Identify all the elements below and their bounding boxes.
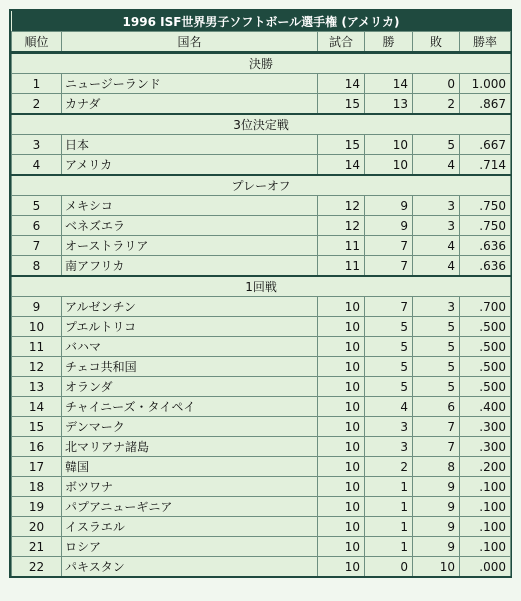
- wins-cell: 1: [365, 477, 413, 497]
- games-cell: 14: [318, 74, 365, 94]
- section-row: [12, 114, 511, 135]
- win-pct-cell: .300: [460, 437, 511, 457]
- wins-cell: 3: [365, 417, 413, 437]
- win-pct-cell: .000: [460, 557, 511, 577]
- country-cell: チャイニーズ・タイペイ: [62, 397, 318, 417]
- losses-cell: 4: [413, 256, 460, 277]
- rank-cell: 20: [12, 517, 62, 537]
- losses-cell: 10: [413, 557, 460, 577]
- win-pct-cell: .100: [460, 497, 511, 517]
- header-win-pct: 勝率: [460, 32, 511, 53]
- standings-table: [11, 11, 511, 576]
- games-cell: 10: [318, 377, 365, 397]
- win-pct-cell: .300: [460, 417, 511, 437]
- wins-cell: 4: [365, 397, 413, 417]
- rank-cell: 14: [12, 397, 62, 417]
- games-cell: 10: [318, 437, 365, 457]
- wins-cell: 7: [365, 256, 413, 277]
- losses-cell: 9: [413, 477, 460, 497]
- losses-cell: 5: [413, 337, 460, 357]
- country-cell: ニュージーランド: [62, 74, 318, 94]
- table-row: [12, 557, 511, 577]
- rank-cell: 8: [12, 256, 62, 277]
- rank-cell: 13: [12, 377, 62, 397]
- losses-cell: 4: [413, 155, 460, 176]
- table-row: [12, 256, 511, 277]
- wins-cell: 7: [365, 236, 413, 256]
- losses-cell: 5: [413, 377, 460, 397]
- wins-cell: 5: [365, 317, 413, 337]
- wins-cell: 9: [365, 216, 413, 236]
- rank-cell: 10: [12, 317, 62, 337]
- section-label: 3位決定戦: [12, 114, 511, 135]
- rank-cell: 2: [12, 94, 62, 115]
- win-pct-cell: .500: [460, 357, 511, 377]
- games-cell: 12: [318, 196, 365, 216]
- games-cell: 10: [318, 557, 365, 577]
- header-losses: 敗: [413, 32, 460, 53]
- table-row: [12, 437, 511, 457]
- table-row: [12, 135, 511, 155]
- table-row: [12, 337, 511, 357]
- losses-cell: 5: [413, 135, 460, 155]
- games-cell: 11: [318, 256, 365, 277]
- rank-cell: 7: [12, 236, 62, 256]
- win-pct-cell: .750: [460, 196, 511, 216]
- wins-cell: 1: [365, 537, 413, 557]
- losses-cell: 3: [413, 297, 460, 317]
- country-cell: オランダ: [62, 377, 318, 397]
- country-cell: パキスタン: [62, 557, 318, 577]
- country-cell: チェコ共和国: [62, 357, 318, 377]
- games-cell: 10: [318, 477, 365, 497]
- table-row: [12, 457, 511, 477]
- header-wins: 勝: [365, 32, 413, 53]
- losses-cell: 9: [413, 537, 460, 557]
- table-row: [12, 74, 511, 94]
- win-pct-cell: .100: [460, 477, 511, 497]
- losses-cell: 9: [413, 517, 460, 537]
- games-cell: 10: [318, 337, 365, 357]
- country-cell: 南アフリカ: [62, 256, 318, 277]
- country-cell: メキシコ: [62, 196, 318, 216]
- games-cell: 10: [318, 357, 365, 377]
- table-row: [12, 417, 511, 437]
- win-pct-cell: .750: [460, 216, 511, 236]
- table-row: [12, 497, 511, 517]
- losses-cell: 3: [413, 216, 460, 236]
- country-cell: アルゼンチン: [62, 297, 318, 317]
- win-pct-cell: .700: [460, 297, 511, 317]
- losses-cell: 5: [413, 357, 460, 377]
- games-cell: 15: [318, 135, 365, 155]
- section-label: 1回戦: [12, 276, 511, 297]
- table-row: [12, 477, 511, 497]
- games-cell: 10: [318, 497, 365, 517]
- wins-cell: 0: [365, 557, 413, 577]
- win-pct-cell: .714: [460, 155, 511, 176]
- win-pct-cell: .400: [460, 397, 511, 417]
- rank-cell: 18: [12, 477, 62, 497]
- win-pct-cell: .636: [460, 236, 511, 256]
- table-row: [12, 537, 511, 557]
- games-cell: 14: [318, 155, 365, 176]
- table-row: [12, 94, 511, 115]
- country-cell: ボツワナ: [62, 477, 318, 497]
- rank-cell: 4: [12, 155, 62, 176]
- win-pct-cell: .667: [460, 135, 511, 155]
- section-row: [12, 276, 511, 297]
- header-games: 試合: [318, 32, 365, 53]
- losses-cell: 3: [413, 196, 460, 216]
- win-pct-cell: .867: [460, 94, 511, 115]
- rank-cell: 19: [12, 497, 62, 517]
- wins-cell: 13: [365, 94, 413, 115]
- games-cell: 10: [318, 517, 365, 537]
- rank-cell: 17: [12, 457, 62, 477]
- rank-cell: 3: [12, 135, 62, 155]
- wins-cell: 5: [365, 377, 413, 397]
- games-cell: 10: [318, 297, 365, 317]
- country-cell: パプアニューギニア: [62, 497, 318, 517]
- games-cell: 15: [318, 94, 365, 115]
- losses-cell: 2: [413, 94, 460, 115]
- section-label: プレーオフ: [12, 175, 511, 196]
- games-cell: 10: [318, 417, 365, 437]
- country-cell: 韓国: [62, 457, 318, 477]
- wins-cell: 10: [365, 135, 413, 155]
- rank-cell: 1: [12, 74, 62, 94]
- win-pct-cell: .100: [460, 537, 511, 557]
- losses-cell: 7: [413, 417, 460, 437]
- games-cell: 10: [318, 537, 365, 557]
- country-cell: プエルトリコ: [62, 317, 318, 337]
- win-pct-cell: .500: [460, 317, 511, 337]
- table-title: 1996 ISF世界男子ソフトボール選手権 (アメリカ): [12, 11, 511, 32]
- country-cell: 日本: [62, 135, 318, 155]
- country-cell: バハマ: [62, 337, 318, 357]
- wins-cell: 5: [365, 357, 413, 377]
- rank-cell: 15: [12, 417, 62, 437]
- country-cell: ロシア: [62, 537, 318, 557]
- rank-cell: 9: [12, 297, 62, 317]
- table-row: [12, 317, 511, 337]
- country-cell: ベネズエラ: [62, 216, 318, 236]
- standings-table-container: [9, 9, 512, 578]
- country-cell: カナダ: [62, 94, 318, 115]
- country-cell: 北マリアナ諸島: [62, 437, 318, 457]
- games-cell: 11: [318, 236, 365, 256]
- games-cell: 12: [318, 216, 365, 236]
- section-label: 決勝: [12, 53, 511, 74]
- win-pct-cell: 1.000: [460, 74, 511, 94]
- losses-cell: 7: [413, 437, 460, 457]
- rank-cell: 11: [12, 337, 62, 357]
- country-cell: イスラエル: [62, 517, 318, 537]
- rank-cell: 21: [12, 537, 62, 557]
- section-row: [12, 175, 511, 196]
- wins-cell: 1: [365, 517, 413, 537]
- table-row: [12, 297, 511, 317]
- rank-cell: 12: [12, 357, 62, 377]
- wins-cell: 3: [365, 437, 413, 457]
- wins-cell: 1: [365, 497, 413, 517]
- wins-cell: 9: [365, 196, 413, 216]
- win-pct-cell: .200: [460, 457, 511, 477]
- win-pct-cell: .636: [460, 256, 511, 277]
- rank-cell: 6: [12, 216, 62, 236]
- wins-cell: 2: [365, 457, 413, 477]
- table-row: [12, 517, 511, 537]
- losses-cell: 5: [413, 317, 460, 337]
- losses-cell: 0: [413, 74, 460, 94]
- games-cell: 10: [318, 397, 365, 417]
- games-cell: 10: [318, 317, 365, 337]
- win-pct-cell: .500: [460, 337, 511, 357]
- wins-cell: 7: [365, 297, 413, 317]
- table-row: [12, 216, 511, 236]
- table-row: [12, 196, 511, 216]
- wins-cell: 10: [365, 155, 413, 176]
- games-cell: 10: [318, 457, 365, 477]
- losses-cell: 9: [413, 497, 460, 517]
- header-country: 国名: [62, 32, 318, 53]
- table-body: [12, 53, 511, 577]
- table-row: [12, 155, 511, 176]
- header-rank: 順位: [12, 32, 62, 53]
- header-row: [12, 32, 511, 53]
- rank-cell: 5: [12, 196, 62, 216]
- losses-cell: 8: [413, 457, 460, 477]
- rank-cell: 16: [12, 437, 62, 457]
- table-row: [12, 377, 511, 397]
- table-row: [12, 397, 511, 417]
- wins-cell: 14: [365, 74, 413, 94]
- table-row: [12, 236, 511, 256]
- country-cell: アメリカ: [62, 155, 318, 176]
- rank-cell: 22: [12, 557, 62, 577]
- win-pct-cell: .100: [460, 517, 511, 537]
- losses-cell: 6: [413, 397, 460, 417]
- win-pct-cell: .500: [460, 377, 511, 397]
- section-row: [12, 53, 511, 74]
- wins-cell: 5: [365, 337, 413, 357]
- country-cell: デンマーク: [62, 417, 318, 437]
- country-cell: オーストラリア: [62, 236, 318, 256]
- losses-cell: 4: [413, 236, 460, 256]
- table-row: [12, 357, 511, 377]
